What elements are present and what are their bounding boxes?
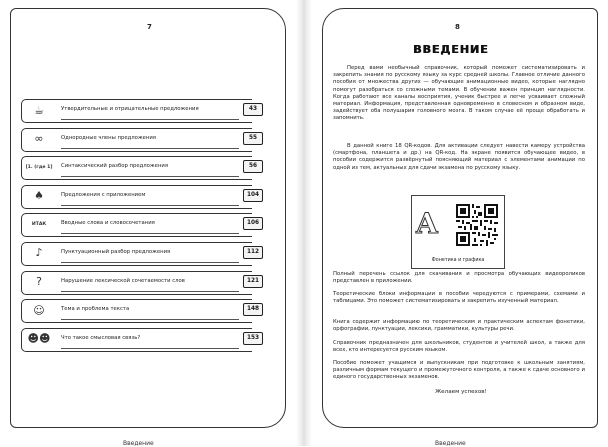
toc-leader-line: [61, 205, 239, 206]
toc-leader-line: [61, 233, 239, 234]
left-page: [10, 8, 286, 447]
toc-item[interactable]: [21, 154, 269, 183]
page-number: 8: [455, 23, 460, 31]
toc-item[interactable]: [21, 326, 269, 355]
toc-item[interactable]: [21, 269, 269, 298]
toc-leader-line: [61, 319, 239, 320]
toc-item-label: Тема и проблема текста: [61, 306, 130, 313]
page-footer: Введение: [123, 440, 154, 447]
toc-item-label: Предложения с приложением: [61, 191, 146, 198]
paragraph: Перед вами необычный справочник, который поможет систематизировать и закрепить знания по русскому языку за курс средней школы. Главное отличие данного пособия от множества других — обучающие анимационные видео, которые наглядно помогут разобраться со сложными темами. В обучении важен принцип наглядности. Когда работают все каналы восприятия, ученик быстрее и легче усваивает сложный материал. Информация, представленная одновременно в словесном и образном виде, задействует оба полушария головного мозга. В таком случае её проще обработать и запомнить.: [333, 65, 585, 122]
toc-item[interactable]: [21, 211, 269, 240]
thinker-icon: ☺: [33, 303, 45, 317]
toc-item-label: Пунктуационный разбор предложения: [61, 248, 171, 255]
toc-page-number[interactable]: 106: [243, 217, 263, 230]
toc-item-label: Синтаксический разбор предложения: [61, 163, 169, 170]
paragraph: Пособие поможет учащимся и выпускникам при подготовке к школьным занятиям, различным формам текущего и промежуточного контроля, а также к сдаче основного и единого государственных экзаменов.: [333, 360, 585, 381]
toc-item-label: Утвердительные и отрицательные предложения: [61, 106, 199, 112]
paragraph: Справочник предназначен для школьников, студентов и учителей школ, а также для всех, кто интересуется русским языком.: [333, 340, 585, 354]
teapot-icon: ☕: [34, 103, 44, 117]
toc-item[interactable]: [21, 240, 269, 269]
toc-leader-line: [61, 119, 239, 120]
toc-leader-line: [61, 148, 239, 149]
closing-text: Желаем успехов!: [435, 389, 487, 395]
toc-leader-line: [61, 348, 239, 349]
qr-caption: Фонетика и графика: [431, 258, 485, 263]
syntax-bracket-icon: [24, 157, 54, 177]
qr-code-icon[interactable]: [456, 204, 498, 246]
confused-figure-icon: ?: [36, 275, 42, 289]
paragraph: Книга содержит информацию по теоретическим и практическим аспектам фонетики, орфографии, пунктуации, лексики, грамматики, культуры речи.: [333, 319, 585, 333]
toc-page-number[interactable]: 112: [243, 246, 263, 259]
punctuation-icon: ♪: [35, 246, 43, 260]
sign-icon: [24, 214, 54, 234]
toc-page-number[interactable]: 55: [243, 132, 263, 145]
qr-code-box[interactable]: [411, 195, 505, 269]
shovel-icon: ♠: [34, 189, 44, 203]
page-title: ВВЕДЕНИЕ: [413, 43, 489, 56]
toc-item[interactable]: [21, 126, 269, 155]
icon-caption: [1. (где 1]: [25, 164, 53, 170]
toc-item-label: Вводные слова и словосочетания: [61, 220, 155, 227]
toc-item[interactable]: [21, 183, 269, 212]
page-number: 7: [147, 23, 152, 31]
toc-leader-line: [61, 176, 239, 177]
paragraph: Полный перечень ссылок для скачивания и просмотра обучающих видеороликов представлен в приложении.: [333, 271, 585, 285]
toc-page-number[interactable]: 153: [243, 332, 263, 345]
book-gutter: [296, 0, 312, 446]
toc-item-label: Нарушение лексической сочетаемости слов: [61, 277, 185, 284]
toc-page-number[interactable]: 148: [243, 303, 263, 316]
rings-icon: ∞: [34, 132, 44, 146]
toc-page-number[interactable]: 56: [243, 160, 263, 173]
toc-item-label: Что такое смысловая связь?: [61, 334, 141, 341]
toc-item-label: Однородные члены предложения: [61, 134, 156, 141]
toc-leader-line: [61, 262, 239, 263]
table-of-contents: [21, 97, 269, 354]
friends-icon: ☻☻: [27, 332, 51, 346]
toc-item[interactable]: [21, 97, 269, 126]
icon-caption: ИТАК: [31, 221, 47, 227]
right-page: [322, 8, 598, 447]
toc-page-number[interactable]: 121: [243, 275, 263, 288]
letter-a-illustration-icon: A: [416, 207, 438, 240]
paragraph: В данной книге 18 QR-кодов. Для активации следует навести камеру устройства (смартфона, планшета и др.) на QR-код. На экране появится обучающее видео, в пособии содержится развёрнутый поясняющий материал с элементами анимации по одной из тем, актуальных для сдачи экзамена по русскому языку.: [333, 143, 585, 171]
page-footer: Введение: [435, 440, 466, 447]
toc-item[interactable]: [21, 297, 269, 326]
toc-page-number[interactable]: 104: [243, 189, 263, 202]
toc-page-number[interactable]: 43: [243, 103, 263, 116]
paragraph: Теоретические блоки информации в пособии чередуются с примерами, схемами и таблицами. Это поможет систематизировать и закрепить изученный материал.: [333, 291, 585, 305]
toc-leader-line: [61, 291, 239, 292]
